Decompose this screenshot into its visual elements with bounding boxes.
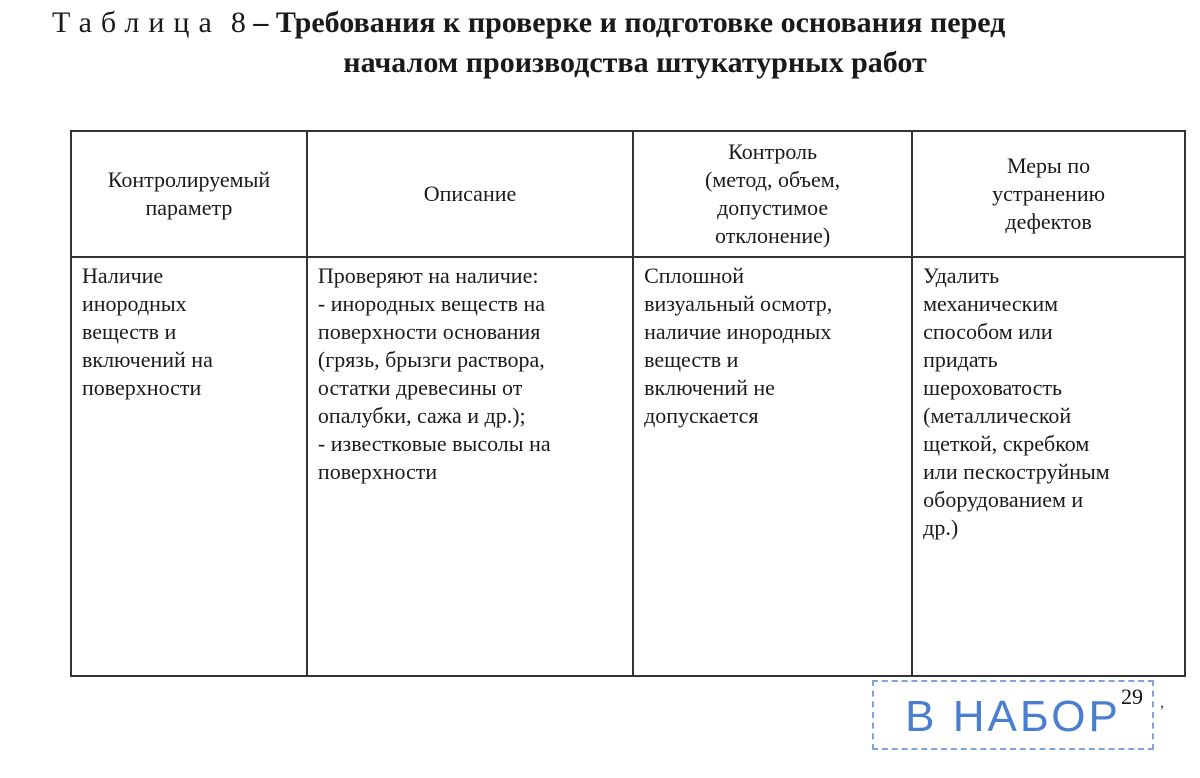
caption-label: Таблица xyxy=(52,6,221,39)
table-caption-line-2: началом производства штукатурных работ xyxy=(343,46,927,79)
table-row xyxy=(71,257,1185,676)
caption-dash: – xyxy=(253,6,269,39)
header-parameter: Контролируемый параметр xyxy=(71,131,307,257)
caption-number: 8 xyxy=(230,6,246,39)
cell-description: Проверяют на наличие: - инородных веществ на поверхности основания (грязь, брызги раствора, остатки древесины от опалубки, сажа и др.); - известковые высолы на поверхности xyxy=(307,257,633,676)
caption-text: Требования к проверке и подготовке основания перед xyxy=(275,6,1006,39)
cell-control: Сплошной визуальный осмотр, наличие инородных веществ и включений не допускается xyxy=(633,257,912,676)
stray-mark: , xyxy=(1160,694,1164,711)
stamp-v-nabor: В НАБОР xyxy=(872,680,1154,750)
table-header-row xyxy=(71,131,1185,257)
cell-parameter: Наличие инородных веществ и включений на поверхности xyxy=(71,257,307,676)
header-control: Контроль (метод, объем, допустимое отклонение) xyxy=(633,131,912,257)
table-caption-line-1 xyxy=(52,6,1005,40)
requirements-table xyxy=(70,130,1186,677)
header-measures: Меры по устранению дефектов xyxy=(912,131,1185,257)
header-description: Описание xyxy=(307,131,633,257)
page-number: 29 xyxy=(1121,684,1143,709)
cell-measures: Удалить механическим способом или придать шероховатость (металлической щеткой, скребком или пескоструйным оборудованием и др.) xyxy=(912,257,1185,676)
